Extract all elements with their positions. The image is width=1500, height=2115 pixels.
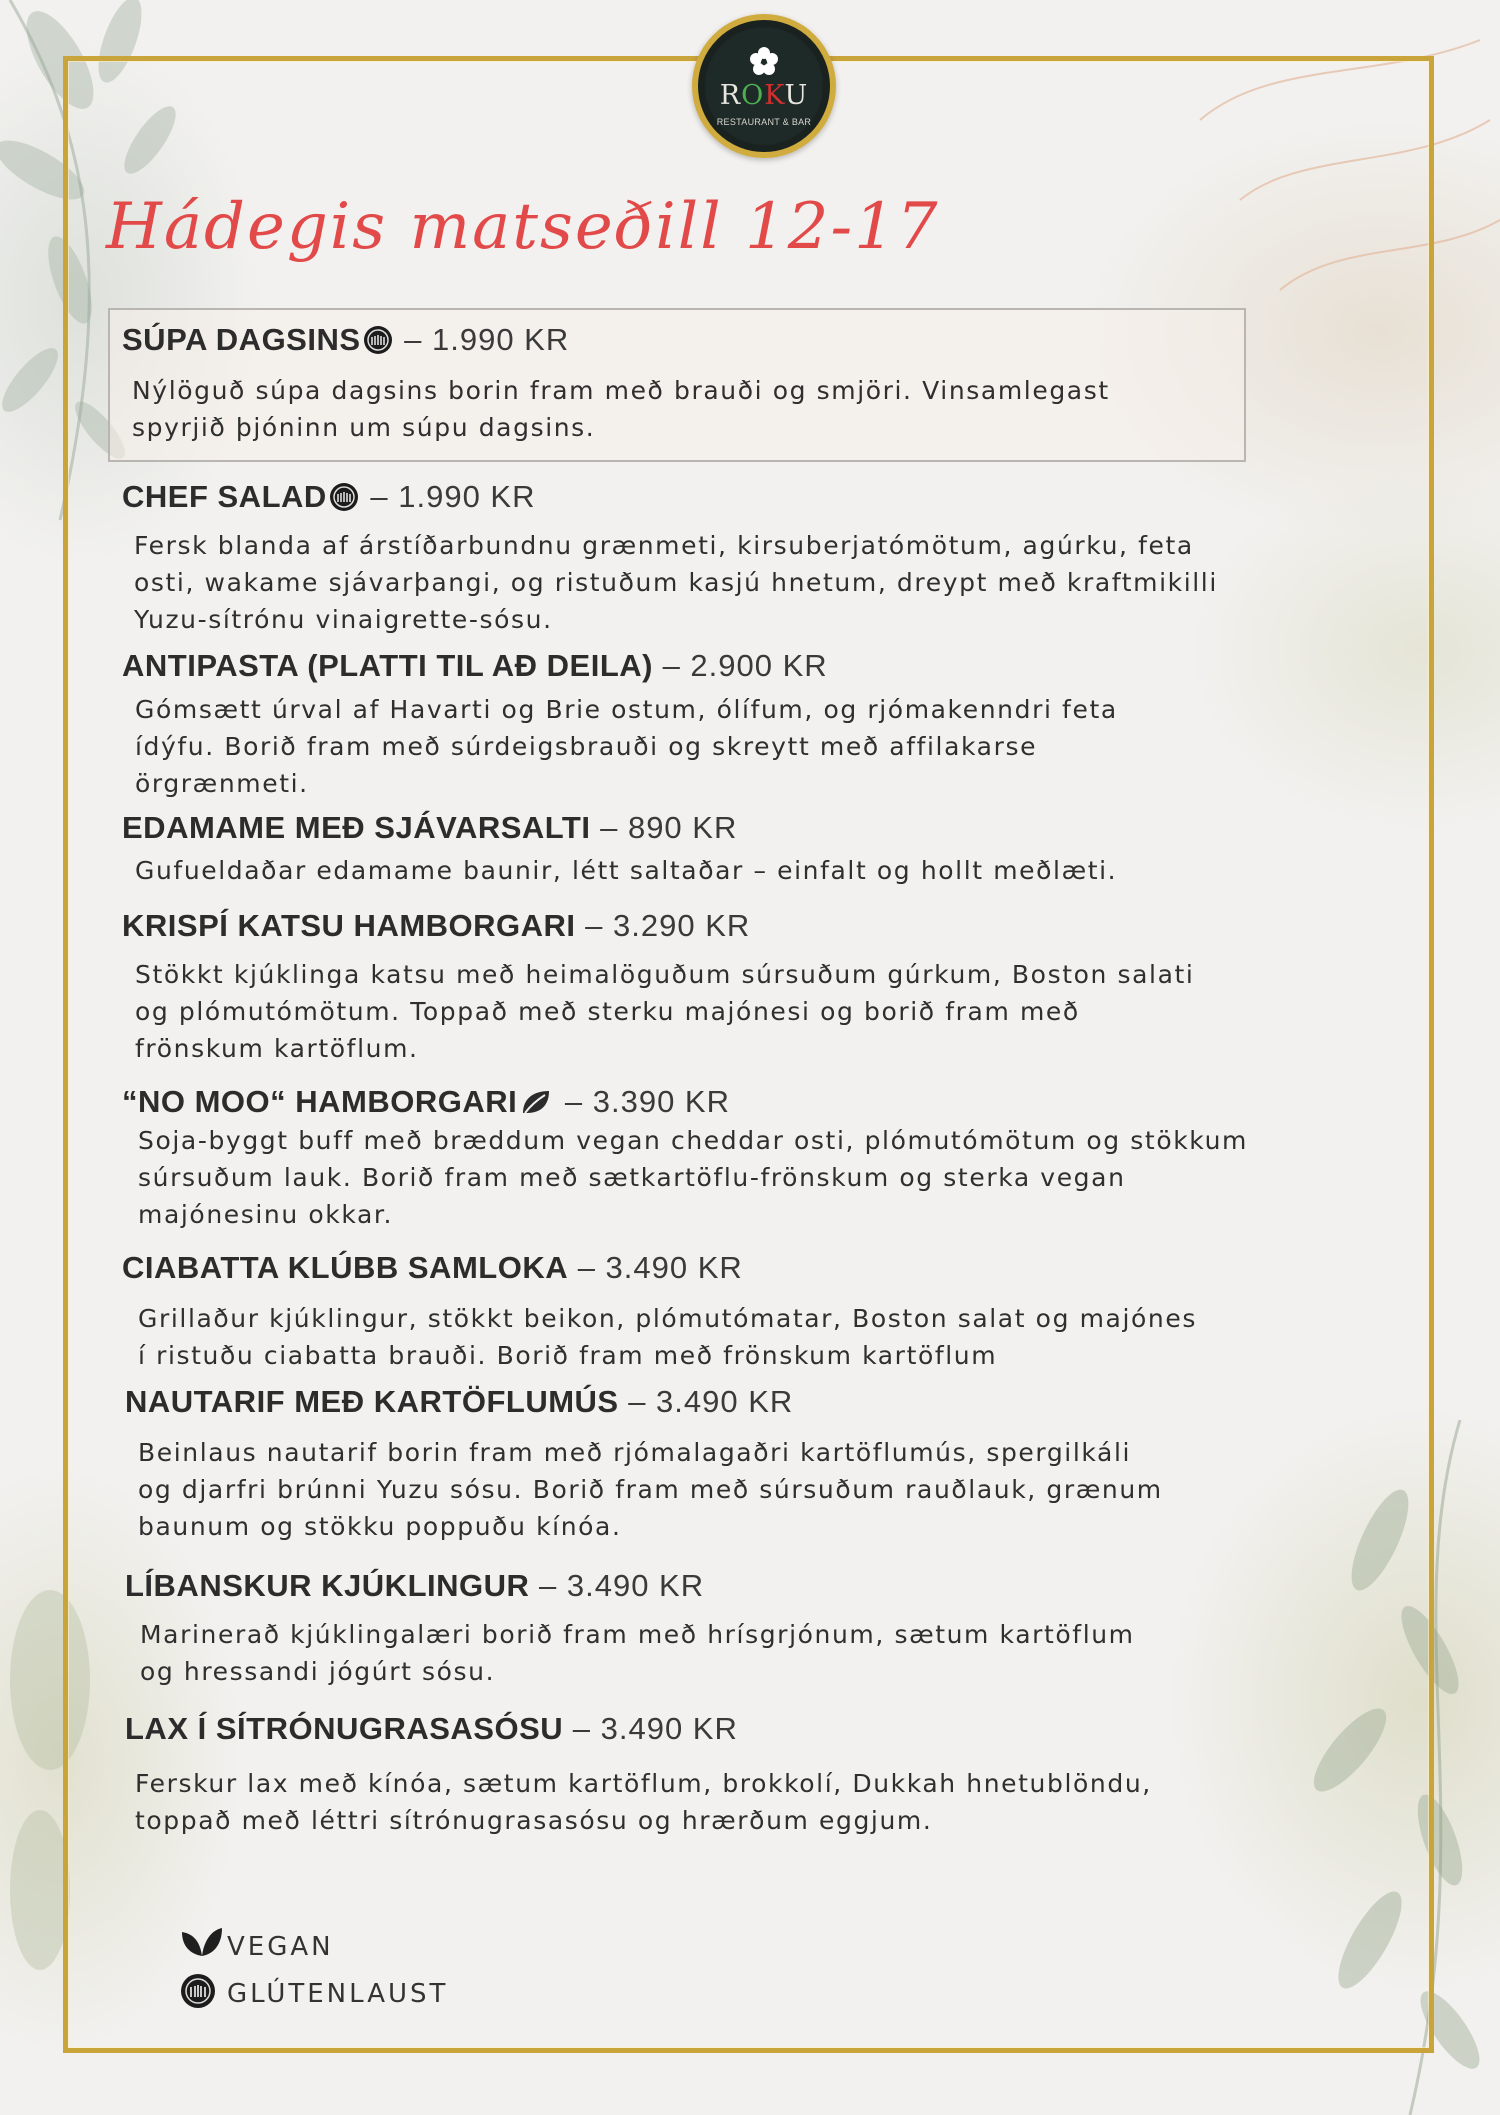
menu-item-name: ANTIPASTA (PLATTI TIL AÐ DEILA) [122, 648, 653, 683]
menu-item-name: CHEF SALAD [122, 479, 327, 514]
menu-item-description: Grillaður kjúklingur, stökkt beikon, plómutómatar, Boston salat og majónes í ristuðu ciabatta brauði. Borið fram með frönskum kartöflum [138, 1304, 1197, 1370]
menu-item-price: – 890 KR [590, 810, 738, 845]
menu-item-name: KRISPÍ KATSU HAMBORGARI [122, 908, 576, 943]
menu-item-name: CIABATTA KLÚBB SAMLOKA [122, 1250, 569, 1285]
menu-item-price: – 3.290 KR [575, 908, 751, 943]
menu-item-name: LAX Í SÍTRÓNUGRASASÓSU [125, 1711, 564, 1746]
roku-logo [692, 14, 836, 158]
vegan-leaf-icon [519, 1087, 553, 1117]
menu-item-price: – 2.900 KR [652, 648, 828, 683]
logo-wordmark: ROKU [719, 80, 809, 111]
menu-title: Hádegis matseðill 12-17 [106, 190, 940, 264]
logo-subtitle: RESTAURANT & BAR [716, 117, 812, 127]
legend-label: VEGAN [227, 1932, 334, 1962]
gluten-free-icon [180, 1973, 216, 2009]
vegan-leaf-icon [180, 1926, 224, 1960]
menu-item-description: Fersk blanda af árstíðarbundnu grænmeti, kirsuberjatómötum, agúrku, feta osti, wakame sjávarþangi, og ristuðum kasjú hnetum, dreypt með kraftmikilli Yuzu-sítrónu vinaigrette-sósu. [134, 531, 1218, 634]
menu-item-name: “NO MOO“ HAMBORGARI [122, 1084, 518, 1119]
menu-item-name: LÍBANSKUR KJÚKLINGUR [125, 1568, 530, 1603]
menu-item-price: – 3.490 KR [568, 1250, 743, 1285]
gluten-free-icon [329, 482, 359, 512]
menu-item-name: NAUTARIF MEÐ KARTÖFLUMÚS [125, 1384, 619, 1419]
menu-item-price: – 3.490 KR [618, 1384, 794, 1419]
menu-item-price: – 3.390 KR [555, 1084, 730, 1119]
menu-item-name: SÚPA DAGSINS [122, 322, 361, 357]
menu-item-description: Stökkt kjúklinga katsu með heimalöguðum súrsuðum gúrkum, Boston salati og plómutómötum. Toppað með sterku majónesi og borið fram með frönskum kartöflum. [135, 960, 1195, 1063]
gluten-free-icon [363, 325, 393, 355]
menu-item-description: Soja-byggt buff með bræddum vegan cheddar osti, plómutómötum og stökkum súrsuðum lauk. Borið fram með sætkartöflu-frönskum og sterka vegan majónesinu okkar. [138, 1126, 1249, 1229]
menu-item-description: Nýlöguð súpa dagsins borin fram með brauði og smjöri. Vinsamlegast spyrjið þjóninn um súpu dagsins. [132, 376, 1110, 442]
menu-item-description: Marinerað kjúklingalæri borið fram með hrísgrjónum, sætum kartöflum og hressandi jógúrt sósu. [140, 1620, 1135, 1686]
menu-item-price: – 1.990 KR [394, 322, 570, 357]
cherry-blossom-icon [749, 46, 779, 76]
menu-item-description: Gufueldaðar edamame baunir, létt saltaðar – einfalt og hollt meðlæti. [135, 856, 1118, 885]
legend-label: GLÚTENLAUST [227, 1979, 449, 2009]
menu-item-description: Ferskur lax með kínóa, sætum kartöflum, brokkolí, Dukkah hnetublöndu, toppað með léttri sítrónugrasasósu og hrærðum eggjum. [135, 1769, 1152, 1835]
menu-item-name: EDAMAME MEÐ SJÁVARSALTI [122, 810, 591, 845]
menu-item-description: Gómsætt úrval af Havarti og Brie ostum, ólífum, og rjómakenndri feta ídýfu. Borið fram með súrdeigsbrauði og skreytt með affilakarse örgrænmeti. [135, 695, 1118, 798]
menu-item-price: – 1.990 KR [360, 479, 536, 514]
menu-item-description: Beinlaus nautarif borin fram með rjómalagaðri kartöflumús, spergilkáli og djarfri brúnni Yuzu sósu. Borið fram með súrsuðum rauðlauk, grænum baunum og stökku poppuðu kínóa. [138, 1438, 1163, 1541]
menu-item-price: – 3.490 KR [529, 1568, 705, 1603]
menu-item-price: – 3.490 KR [563, 1711, 738, 1746]
